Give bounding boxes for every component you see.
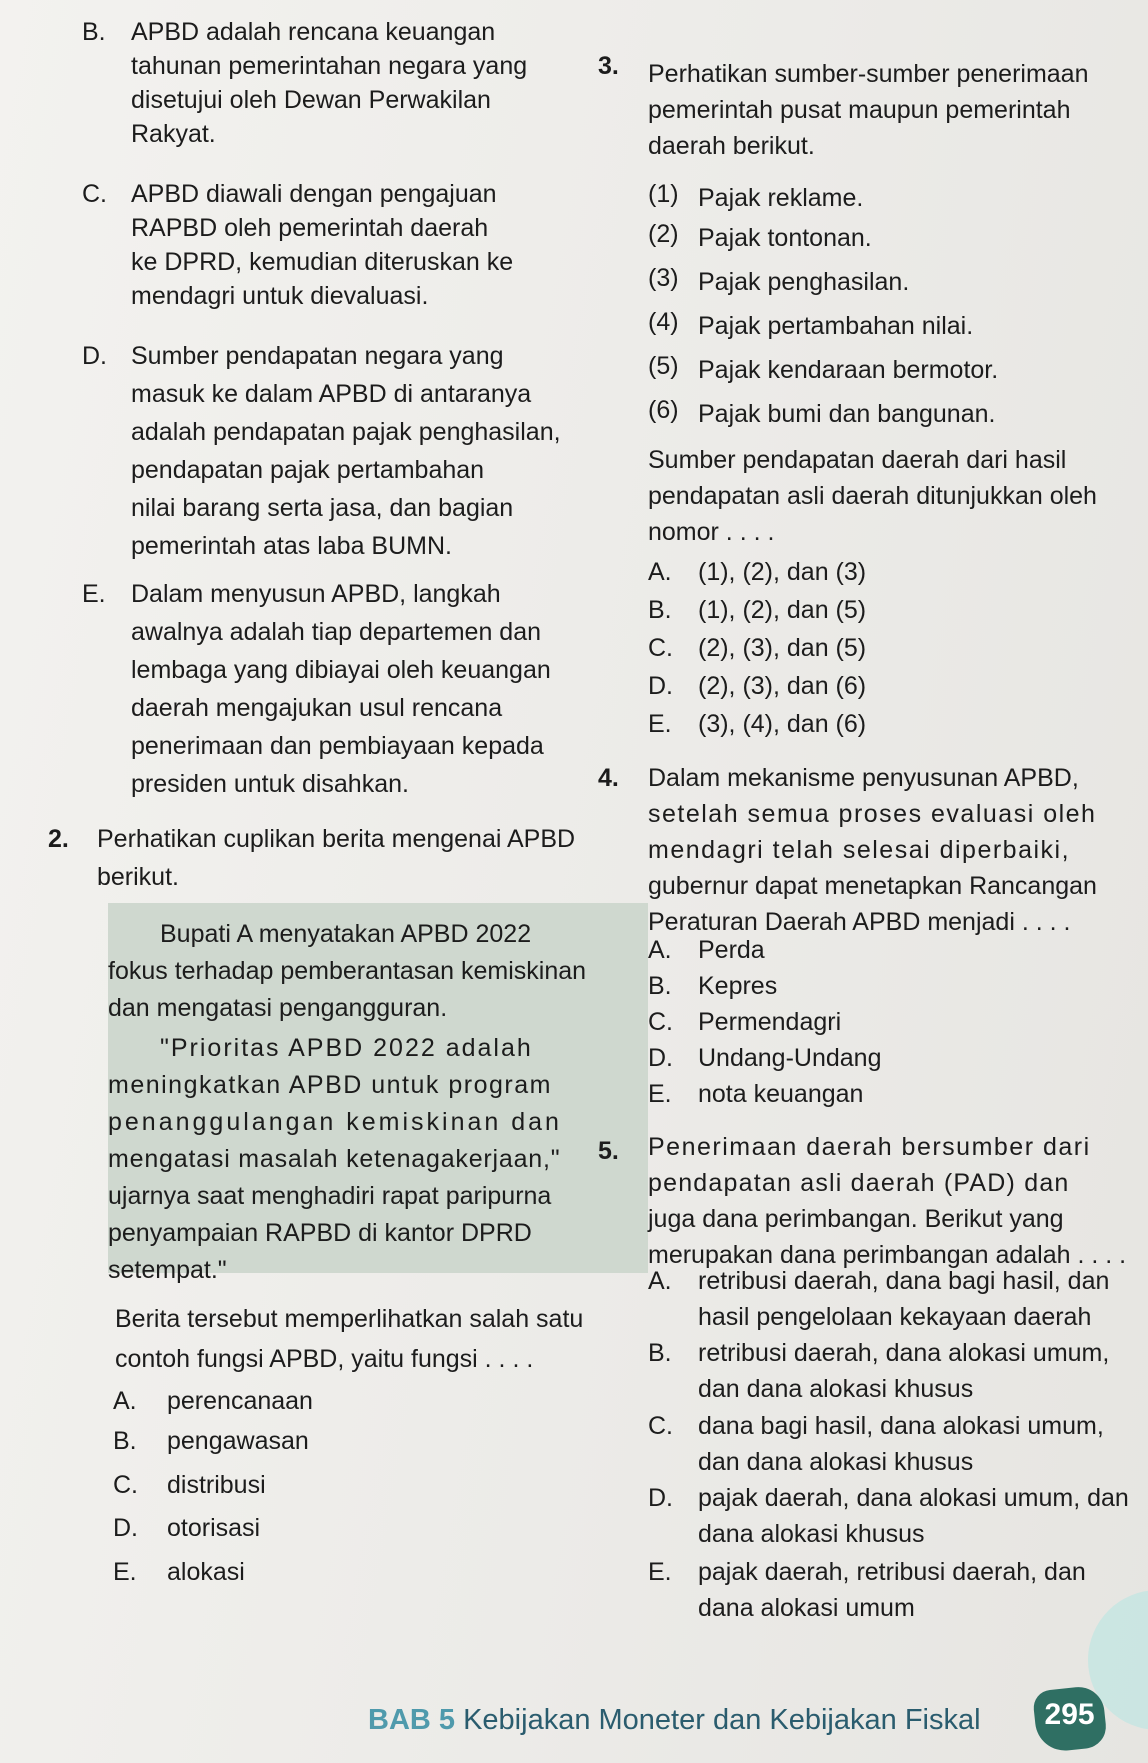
question-text: juga dana perimbangan. Berikut yang [648, 1205, 1064, 1233]
chapter-title: Kebijakan Moneter dan Kebijakan Fiskal [463, 1704, 981, 1736]
answer-option-text: Kepres [698, 972, 778, 1000]
text-line: lembaga yang dibiayai oleh keuangan [131, 656, 551, 684]
news-line: dan mengatasi pengangguran. [108, 994, 448, 1022]
answer-option-text: otorisasi [167, 1514, 261, 1542]
text-line: awalnya adalah tiap departemen dan [131, 618, 542, 646]
answer-option-text: alokasi [167, 1558, 245, 1586]
answer-option-text: pajak daerah, dana alokasi umum, dan [698, 1484, 1129, 1512]
answer-option-text: Permendagri [698, 1008, 842, 1036]
question-text: Peraturan Daerah APBD menjadi . . . . [648, 908, 1071, 936]
answer-option-text: nota keuangan [698, 1080, 864, 1108]
text-line: masuk ke dalam APBD di antaranya [131, 380, 532, 408]
answer-option-text: dana bagi hasil, dana alokasi umum, [698, 1412, 1104, 1440]
text-line: pemerintah atas laba BUMN. [131, 532, 452, 560]
answer-option-text: (3), (4), dan (6) [698, 710, 867, 738]
answer-option-text: dana alokasi umum [698, 1594, 915, 1622]
item-number: (6) [648, 396, 679, 424]
answer-option-letter: B. [648, 596, 672, 624]
answer-option-letter: B. [648, 1339, 672, 1367]
answer-option-letter: D. [648, 1484, 673, 1512]
text-line: ke DPRD, kemudian diteruskan ke [131, 248, 514, 276]
news-line: ujarnya saat menghadiri rapat paripurna [108, 1182, 552, 1210]
item-text: Pajak reklame. [698, 184, 864, 212]
answer-option-text: distribusi [167, 1471, 266, 1499]
question-text: nomor . . . . [648, 518, 775, 546]
news-line: "Prioritas APBD 2022 adalah [160, 1034, 533, 1062]
text-line: nilai barang serta jasa, dan bagian [131, 494, 514, 522]
question-text: mendagri telah selesai diperbaiki, [648, 836, 1071, 864]
question-text: Dalam mekanisme penyusunan APBD, [648, 764, 1079, 792]
answer-option-letter: D. [648, 672, 673, 700]
answer-option-letter: E. [113, 1558, 137, 1586]
question-text: contoh fungsi APBD, yaitu fungsi . . . . [115, 1345, 534, 1373]
question-text: setelah semua proses evaluasi oleh [648, 800, 1097, 828]
question-text: gubernur dapat menetapkan Rancangan [648, 872, 1097, 900]
answer-option-letter: C. [648, 634, 673, 662]
answer-option-letter: A. [648, 1267, 672, 1295]
question-text: Perhatikan cuplikan berita mengenai APBD [97, 825, 576, 853]
question-text: Berita tersebut memperlihatkan salah satu [115, 1305, 584, 1333]
question-text: pemerintah pusat maupun pemerintah [648, 96, 1071, 124]
answer-option-text: Perda [698, 936, 765, 964]
answer-option-letter: C. [648, 1412, 673, 1440]
chapter-number: BAB 5 [368, 1704, 456, 1736]
text-line: tahunan pemerintahan negara yang [131, 52, 528, 80]
answer-option-letter: A. [648, 936, 672, 964]
answer-option-text: retribusi daerah, dana bagi hasil, dan [698, 1267, 1110, 1295]
answer-option-text: (1), (2), dan (5) [698, 596, 867, 624]
answer-option-letter: C. [648, 1008, 673, 1036]
news-line: Bupati A menyatakan APBD 2022 [160, 920, 532, 948]
text-line: Sumber pendapatan negara yang [131, 342, 504, 370]
question-number: 5. [598, 1137, 619, 1165]
answer-option-letter: C. [113, 1471, 138, 1499]
text-line: APBD adalah rencana keuangan [131, 18, 496, 46]
text-line: Rakyat. [131, 120, 216, 148]
option-letter: D. [82, 342, 107, 370]
question-text: pendapatan asli daerah (PAD) dan [648, 1169, 1070, 1197]
question-text: merupakan dana perimbangan adalah . . . . [648, 1241, 1127, 1269]
answer-option-letter: E. [648, 1080, 672, 1108]
text-line: daerah mengajukan usul rencana [131, 694, 503, 722]
news-line: fokus terhadap pemberantasan kemiskinan [108, 957, 587, 985]
answer-option-letter: B. [113, 1427, 137, 1455]
option-letter: E. [82, 580, 106, 608]
question-text: Penerimaan daerah bersumber dari [648, 1133, 1091, 1161]
question-text: daerah berikut. [648, 132, 815, 160]
item-number: (5) [648, 352, 679, 380]
option-letter: B. [82, 18, 106, 46]
question-number: 3. [598, 52, 619, 80]
answer-option-text: dan dana alokasi khusus [698, 1375, 974, 1403]
question-number: 4. [598, 764, 619, 792]
text-line: RAPBD oleh pemerintah daerah [131, 214, 489, 242]
option-letter: C. [82, 180, 107, 208]
answer-option-text: (2), (3), dan (6) [698, 672, 867, 700]
news-line: meningkatkan APBD untuk program [108, 1071, 552, 1099]
page-number: 295 [1044, 1698, 1095, 1732]
answer-option-text: dan dana alokasi khusus [698, 1448, 974, 1476]
answer-option-text: pajak daerah, retribusi daerah, dan [698, 1558, 1086, 1586]
text-line: presiden untuk disahkan. [131, 770, 409, 798]
answer-option-letter: E. [648, 1558, 672, 1586]
answer-option-text: retribusi daerah, dana alokasi umum, [698, 1339, 1110, 1367]
question-text: pendapatan asli daerah ditunjukkan oleh [648, 482, 1097, 510]
item-text: Pajak tontonan. [698, 224, 872, 252]
answer-option-text: Undang-Undang [698, 1044, 882, 1072]
item-number: (3) [648, 264, 679, 292]
question-text: Perhatikan sumber-sumber penerimaan [648, 60, 1089, 88]
text-line: disetujui oleh Dewan Perwakilan [131, 86, 491, 114]
answer-option-letter: D. [648, 1044, 673, 1072]
answer-option-letter: D. [113, 1514, 138, 1542]
item-number: (4) [648, 308, 679, 336]
question-text: berikut. [97, 863, 179, 891]
answer-option-letter: A. [648, 558, 672, 586]
news-line: penanggulangan kemiskinan dan [108, 1108, 562, 1136]
answer-option-text: perencanaan [167, 1387, 313, 1415]
answer-option-letter: A. [113, 1387, 137, 1415]
answer-option-text: (2), (3), dan (5) [698, 634, 867, 662]
item-text: Pajak bumi dan bangunan. [698, 400, 996, 428]
item-number: (1) [648, 180, 679, 208]
item-text: Pajak kendaraan bermotor. [698, 356, 999, 384]
text-line: penerimaan dan pembiayaan kepada [131, 732, 544, 760]
text-line: Dalam menyusun APBD, langkah [131, 580, 501, 608]
answer-option-text: hasil pengelolaan kekayaan daerah [698, 1303, 1092, 1331]
text-line: APBD diawali dengan pengajuan [131, 180, 497, 208]
answer-option-letter: B. [648, 972, 672, 1000]
text-line: pendapatan pajak pertambahan [131, 456, 485, 484]
news-line: mengatasi masalah ketenagakerjaan," [108, 1145, 561, 1173]
question-text: Sumber pendapatan daerah dari hasil [648, 446, 1067, 474]
answer-option-letter: E. [648, 710, 672, 738]
text-line: adalah pendapatan pajak penghasilan, [131, 418, 561, 446]
answer-option-text: dana alokasi khusus [698, 1520, 925, 1548]
item-number: (2) [648, 220, 679, 248]
question-number: 2. [48, 825, 69, 853]
chapter-footer [368, 1703, 981, 1737]
answer-option-text: (1), (2), dan (3) [698, 558, 867, 586]
news-line: setempat." [108, 1256, 227, 1284]
news-line: penyampaian RAPBD di kantor DPRD [108, 1219, 532, 1247]
answer-option-text: pengawasan [167, 1427, 309, 1455]
item-text: Pajak penghasilan. [698, 268, 910, 296]
text-line: mendagri untuk dievaluasi. [131, 282, 429, 310]
item-text: Pajak pertambahan nilai. [698, 312, 974, 340]
